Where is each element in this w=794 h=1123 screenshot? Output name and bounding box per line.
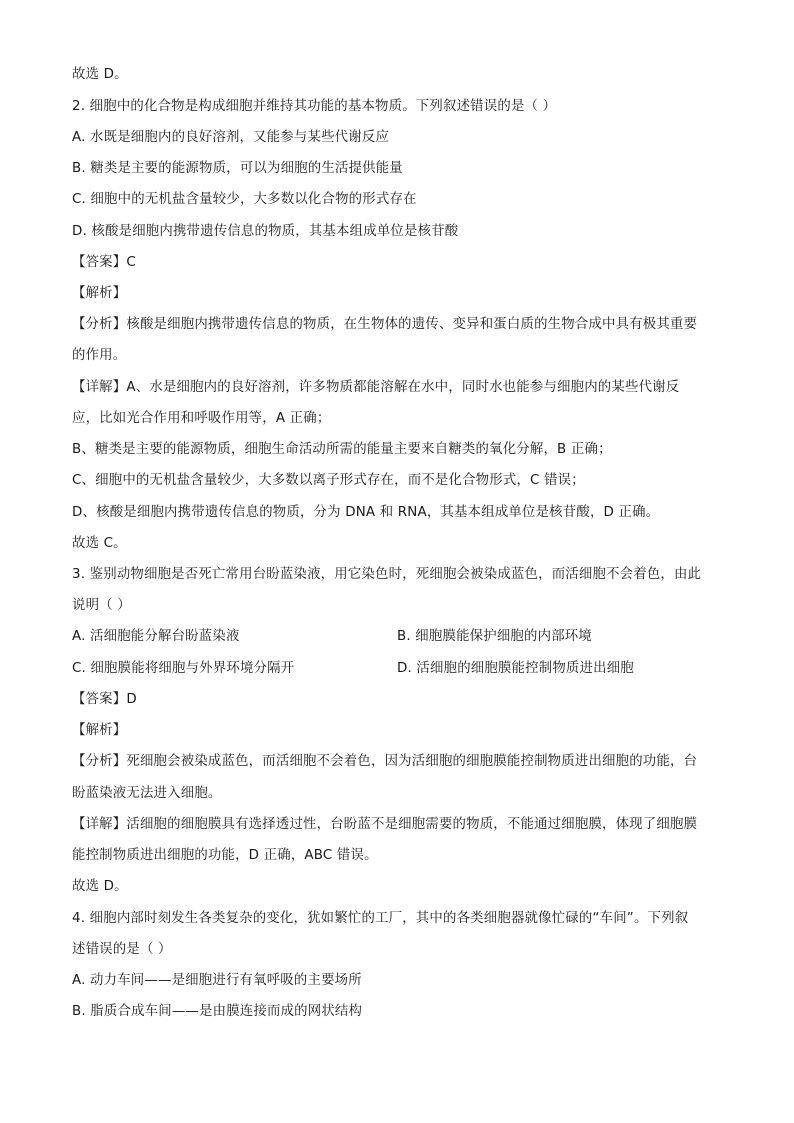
q3-option-c: C. 细胞膜能将细胞与外界环境分隔开 xyxy=(72,661,295,676)
q2-analysis-line1: 【分析】核酸是细胞内携带遗传信息的物质，在生物体的遗传、变异和蛋白质的生物合成中具有极其重要 xyxy=(72,317,698,332)
q3-analysis-line2: 盼蓝染液无法进入细胞。 xyxy=(72,786,222,801)
q3-options-row1 xyxy=(72,628,240,646)
q3-detail-line2: 能控制物质进出细胞的功能，D 正确，ABC 错误。 xyxy=(72,848,378,863)
q3-conclusion: 故选 D。 xyxy=(72,879,128,894)
q3-detail-line1: 【详解】活细胞的细胞膜具有选择透过性，台盼蓝不是细胞需要的物质，不能通过细胞膜，体现了细胞膜 xyxy=(72,817,698,832)
q2-detail-line2: 应，比如光合作用和呼吸作用等，A 正确； xyxy=(72,411,331,426)
q3-answer: 【答案】D xyxy=(72,692,137,707)
q3-options-row2 xyxy=(72,660,294,678)
q3-stem-line1: 3. 鉴别动物细胞是否死亡常用台盼蓝染液，用它染色时，死细胞会被染成蓝色，而活细胞不会着色，由此 xyxy=(72,567,702,582)
q2-detail-line5: D、核酸是细胞内携带遗传信息的物质，分为 DNA 和 RNA，其基本组成单位是核苷酸，D 正确。 xyxy=(72,505,660,520)
q2-stem: 2. 细胞中的化合物是构成细胞并维持其功能的基本物质。下列叙述错误的是（ ） xyxy=(72,99,557,114)
q2-answer: 【答案】C xyxy=(72,255,136,270)
q2-option-d: D. 核酸是细胞内携带遗传信息的物质，其基本组成单位是核苷酸 xyxy=(72,224,459,239)
q1-conclusion: 故选 D。 xyxy=(72,67,128,82)
q3-analysis-line1: 【分析】死细胞会被染成蓝色，而活细胞不会着色，因为活细胞的细胞膜能控制物质进出细胞的功能，台 xyxy=(72,754,698,769)
q2-conclusion: 故选 C。 xyxy=(72,536,127,551)
q3-option-d: D. 活细胞的细胞膜能控制物质进出细胞 xyxy=(397,661,634,676)
q3-stem-line2: 说明（ ） xyxy=(72,598,131,613)
q4-stem-line1: 4. 细胞内部时刻发生各类复杂的变化，犹如繁忙的工厂，其中的各类细胞器就像忙碌的“车间”。下列叙 xyxy=(72,911,689,926)
q4-option-a: A. 动力车间——是细胞进行有氧呼吸的主要场所 xyxy=(72,973,362,988)
q3-option-b: B. 细胞膜能保护细胞的内部环境 xyxy=(397,629,592,644)
q2-detail-line3: B、糖类是主要的能源物质，细胞生命活动所需的能量主要来自糖类的氧化分解，B 正确； xyxy=(72,442,612,457)
q2-explanation-heading: 【解析】 xyxy=(72,286,127,301)
q2-analysis-line2: 的作用。 xyxy=(72,348,127,363)
q4-stem-line2: 述错误的是（ ） xyxy=(72,942,172,957)
q2-option-b: B. 糖类是主要的能源物质，可以为细胞的生活提供能量 xyxy=(72,161,403,176)
q3-option-a: A. 活细胞能分解台盼蓝染液 xyxy=(72,629,240,644)
q3-explanation-heading: 【解析】 xyxy=(72,723,127,738)
q2-option-c: C. 细胞中的无机盐含量较少，大多数以化合物的形式存在 xyxy=(72,192,417,207)
q2-option-a: A. 水既是细胞内的良好溶剂，又能参与某些代谢反应 xyxy=(72,130,390,145)
q4-option-b: B. 脂质合成车间——是由膜连接而成的网状结构 xyxy=(72,1004,363,1019)
q2-detail-line1: 【详解】A、水是细胞内的良好溶剂，许多物质都能溶解在水中，同时水也能参与细胞内的某些代谢反 xyxy=(72,380,680,395)
q2-detail-line4: C、细胞中的无机盐含量较少，大多数以离子形式存在，而不是化合物形式，C 错误； xyxy=(72,473,585,488)
